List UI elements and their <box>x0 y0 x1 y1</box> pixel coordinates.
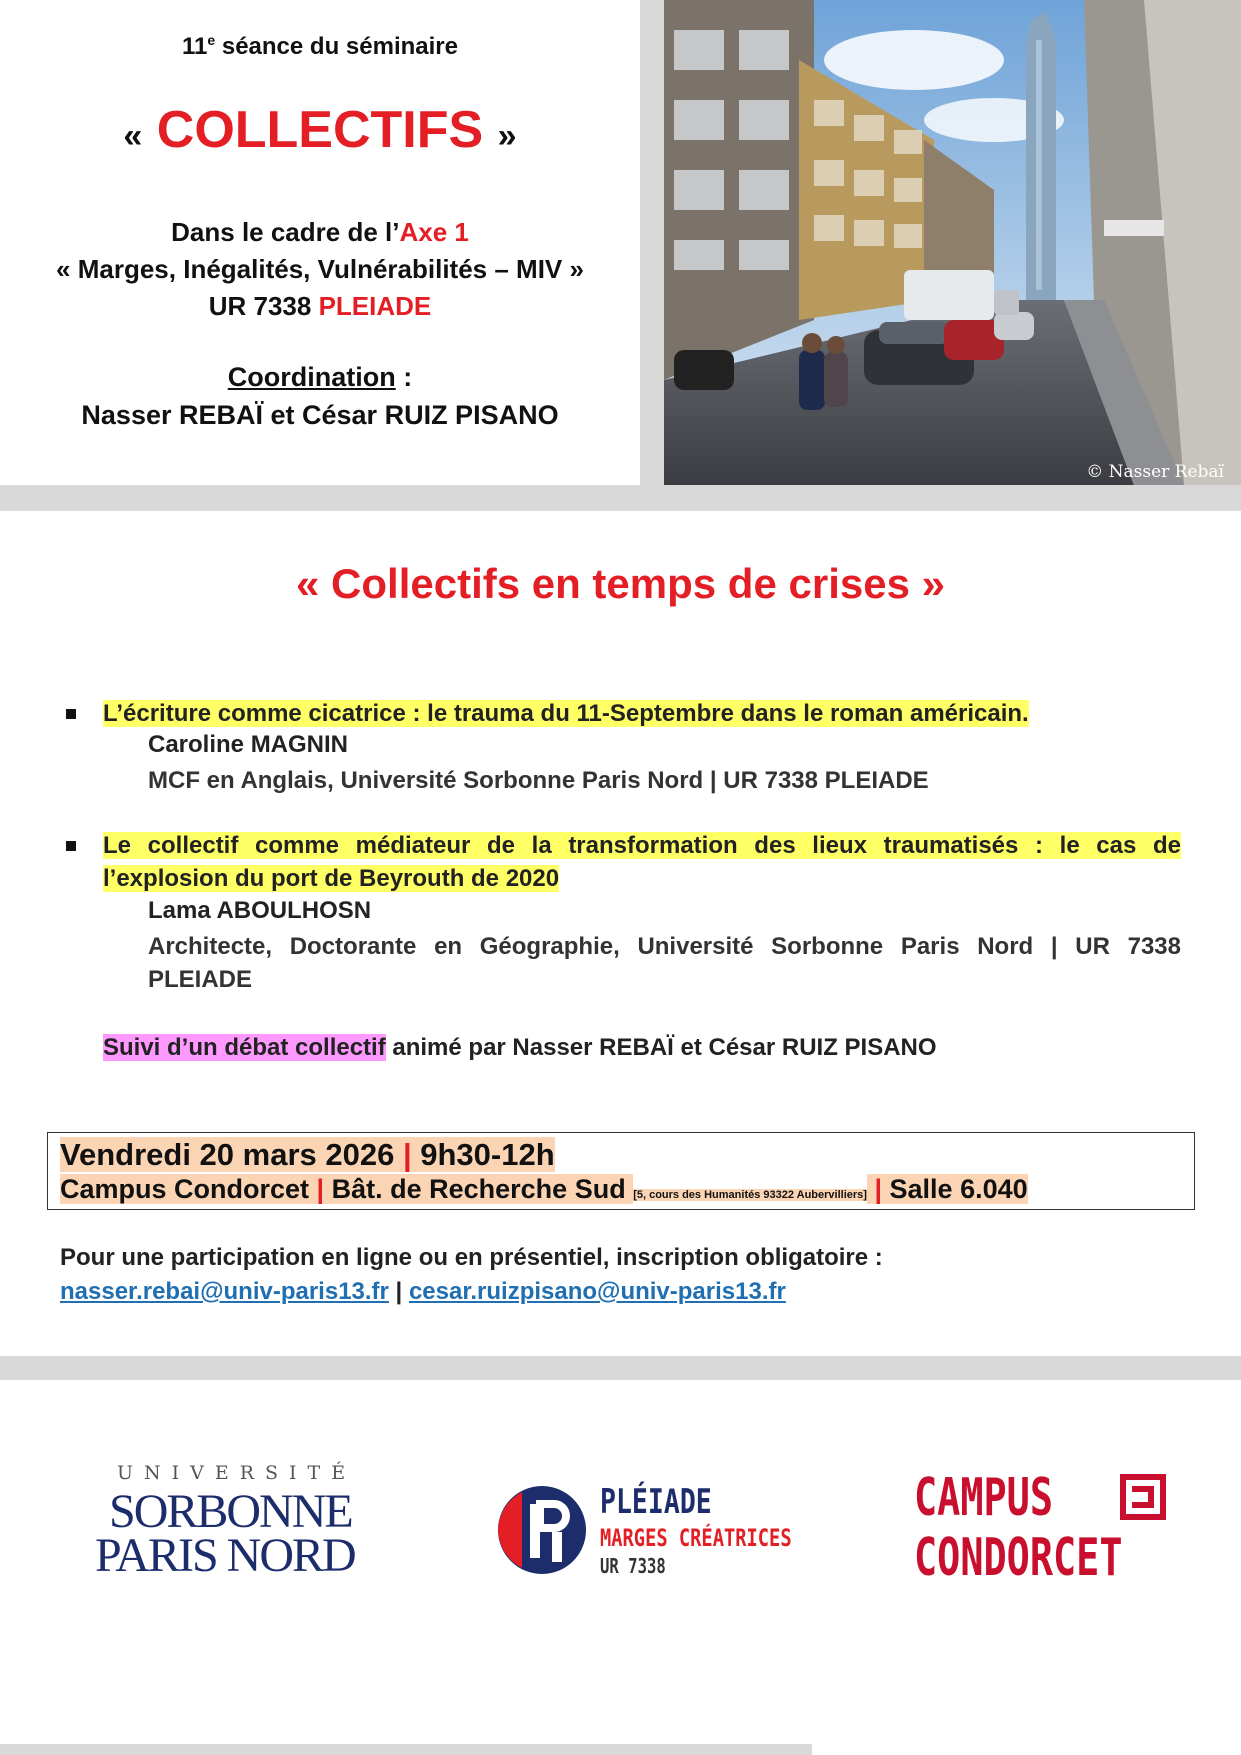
event-time: 9h30-12h <box>411 1137 555 1172</box>
pleiade-label: PLEIADE <box>318 291 432 321</box>
debate-rest: animé par Nasser REBAÏ et César RUIZ PISANO <box>385 1034 937 1061</box>
email-sep: | <box>388 1278 409 1305</box>
open-quote: « <box>123 117 143 155</box>
debate-highlight: Suivi d’un débat collectif <box>103 1034 386 1061</box>
gray-band-top <box>0 485 1241 511</box>
street-photo <box>664 0 1241 485</box>
event-building: Bât. de Recherche Sud <box>324 1174 634 1204</box>
email-link-ruizpisano[interactable]: cesar.ruizpisano@univ-paris13.fr <box>408 1278 786 1305</box>
condorcet-emblem-icon <box>1120 1474 1166 1520</box>
photo-credit: © Nasser Rebaï <box>1086 462 1224 482</box>
spn-parisnord-text: PARIS NORD <box>95 1529 355 1582</box>
ur-line <box>0 291 640 322</box>
pleiade-emblem-icon <box>492 1480 592 1580</box>
bullet-icon <box>66 709 76 719</box>
spn-sorbonne-text: SORBONNE <box>109 1485 352 1538</box>
pleiade-logo <box>492 1480 822 1580</box>
event-campus: Campus Condorcet <box>60 1174 317 1204</box>
coordination-colon: : <box>395 362 413 392</box>
seance-line <box>0 32 640 61</box>
talk-2-affiliation: Architecte, Doctorante en Géographie, Université Sorbonne Paris Nord | UR 7338 PLEIADE <box>148 933 1181 993</box>
event-sep: | <box>874 1174 883 1204</box>
ur-label: UR 7338 <box>208 291 319 321</box>
talk-2-title <box>103 829 1181 895</box>
email-link-rebai[interactable]: nasser.rebai@univ-paris13.fr <box>60 1278 389 1305</box>
header-gray-divider <box>640 0 664 485</box>
pleiade-name-text: PLÉIADE <box>600 1482 712 1522</box>
condorcet-text: CONDORCET <box>914 1528 1123 1588</box>
axe-title: « Marges, Inégalités, Vulnérabilités – MIV » <box>56 254 584 284</box>
campus-text: CAMPUS <box>914 1468 1054 1528</box>
bullet-icon <box>66 841 76 851</box>
event-address: [5, cours des Humanités 93322 Aubervilliers] <box>633 1189 867 1201</box>
event-date-line <box>60 1137 555 1173</box>
seance-number: 11 <box>182 33 208 60</box>
debate-line <box>103 1031 1181 1064</box>
registration-links <box>60 1278 786 1306</box>
spn-universite-text: UNIVERSITÉ <box>117 1462 357 1484</box>
event-date: Vendredi 20 mars 2026 <box>60 1137 403 1172</box>
seance-text: séance du séminaire <box>215 33 458 60</box>
seance-suffix: e <box>207 32 216 48</box>
talk-2-speaker: Lama ABOULHOSN <box>148 897 372 924</box>
event-sep: | <box>402 1137 412 1172</box>
sorbonne-paris-nord-logo <box>95 1462 395 1582</box>
coordination-label: Coordination <box>227 362 396 392</box>
talk-1-speaker: Caroline MAGNIN <box>148 731 349 758</box>
coordinators: Nasser REBAÏ et César RUIZ PISANO <box>81 400 559 430</box>
gray-band-bottom <box>0 1744 812 1755</box>
cadre-prefix: Dans le cadre de l’ <box>171 217 400 247</box>
event-room: Salle 6.040 <box>882 1174 1028 1204</box>
collectifs-title: COLLECTIFS <box>156 101 484 159</box>
coordination-line <box>0 362 640 393</box>
main-title: « Collectifs en temps de crises » <box>296 560 945 607</box>
header-left <box>0 0 640 485</box>
talk-1-title <box>103 697 1181 730</box>
event-info-box <box>47 1132 1195 1210</box>
talk-2-title-text: Le collectif comme médiateur de la transformation des lieux traumatisés : le cas de l’explosion du port de Beyrouth de 2020 <box>103 832 1181 892</box>
close-quote: » <box>497 117 517 155</box>
event-location-line <box>60 1174 1028 1205</box>
talk-1-title-text: L’écriture comme cicatrice : le trauma du 11-Septembre dans le roman américain. <box>103 700 1029 727</box>
street-photo-illustration <box>664 0 1241 485</box>
event-sep: | <box>316 1174 325 1204</box>
gray-band-middle <box>0 1356 1241 1380</box>
pleiade-sub-text: MARGES CRÉATRICES <box>600 1524 792 1552</box>
campus-condorcet-logo <box>912 1468 1192 1588</box>
registration-text: Pour une participation en ligne ou en présentiel, inscription obligatoire : <box>60 1244 883 1271</box>
seminar-name <box>0 100 640 160</box>
talk-1-affiliation: MCF en Anglais, Université Sorbonne Paris Nord | UR 7338 PLEIADE <box>148 767 929 794</box>
axe-label: Axe 1 <box>399 217 469 247</box>
pleiade-ur-text: UR 7338 <box>600 1554 666 1578</box>
cadre-line <box>0 217 640 248</box>
